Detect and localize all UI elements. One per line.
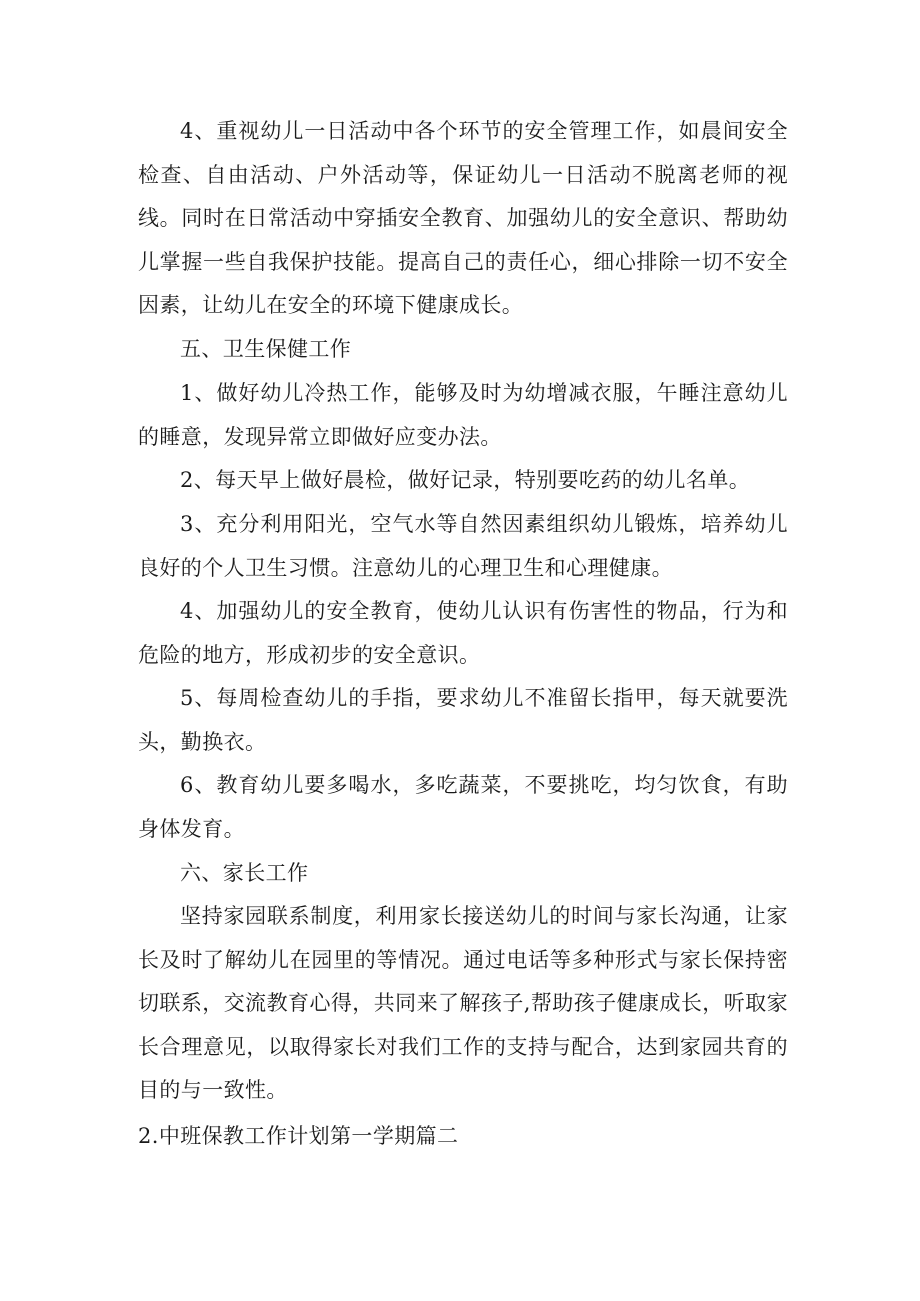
paragraph-hygiene-item-2: 2、每天早上做好晨检，做好记录，特别要吃药的幼儿名单。 [180,468,751,492]
paragraph-hygiene-item-5: 5、每周检查幼儿的手指，要求幼儿不准留长指甲，每天就要洗头，勤换衣。 [138,686,788,754]
paragraph-hygiene-item-6: 6、教育幼儿要多喝水，多吃蔬菜，不要挑吃，均匀饮食，有助身体发育。 [138,773,788,841]
paragraph-hygiene-item-4: 4、加强幼儿的安全教育，使幼儿认识有伤害性的物品，行为和危险的地方，形成初步的安全意识。 [138,599,788,667]
section-heading: 2.中班保教工作计划第一学期篇二 [138,1124,459,1148]
paragraph-parent-work: 坚持家园联系制度，利用家长接送幼儿的时间与家长沟通，让家长及时了解幼儿在园里的等情况。通过电话等多种形式与家长保持密切联系，交流教育心得，共同来了解孩子,帮助孩子健康成长，听取家长合理意见，以取得家长对我们工作的支持与配合，达到家园共育的目的与一致性。 [138,904,788,1102]
heading-hygiene-care: 五、卫生保健工作 [180,337,352,361]
heading-parent-work: 六、家长工作 [180,861,309,885]
paragraph-safety-item-4: 4、重视幼儿一日活动中各个环节的安全管理工作，如晨间安全检查、自由活动、户外活动等，保证幼儿一日活动不脱离老师的视线。同时在日常活动中穿插安全教育、加强幼儿的安全意识、帮助幼儿掌握一些自我保护技能。提高自己的责任心，细心排除一切不安全因素，让幼儿在安全的环境下健康成长。 [138,119,788,317]
paragraph-hygiene-item-3: 3、充分利用阳光，空气水等自然因素组织幼儿锻炼，培养幼儿良好的个人卫生习惯。注意幼儿的心理卫生和心理健康。 [138,512,788,580]
paragraph-hygiene-item-1: 1、做好幼儿冷热工作，能够及时为幼增减衣服，午睡注意幼儿的睡意，发现异常立即做好应变办法。 [138,381,788,449]
